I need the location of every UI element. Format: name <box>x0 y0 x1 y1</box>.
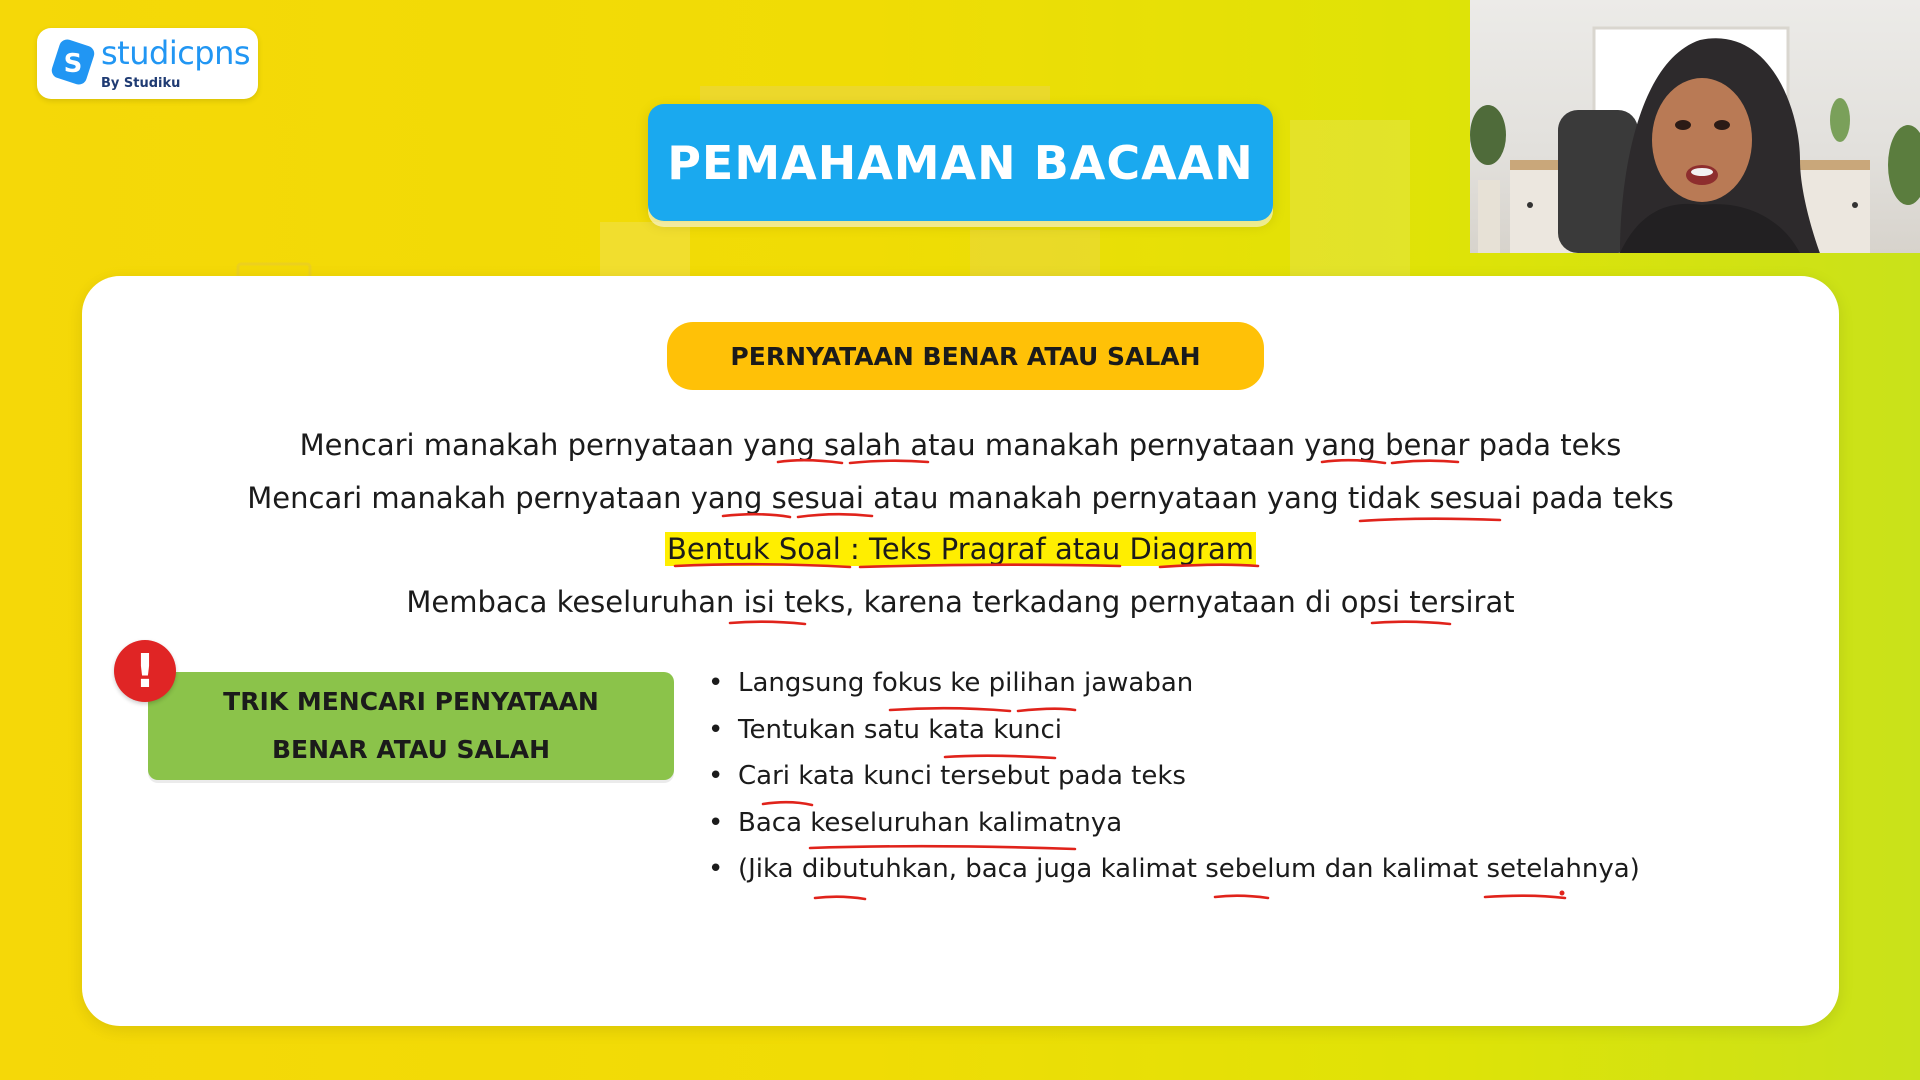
trik-title-box <box>148 672 674 780</box>
instruction-line-4: Membaca keseluruhan isi teks, karena terkadang pernyataan di opsi tersirat <box>406 585 1515 619</box>
exclamation-alert-icon: ! <box>114 640 176 702</box>
studicpns-logo <box>37 28 258 99</box>
title-banner <box>648 104 1273 221</box>
question-format-line <box>82 532 1839 566</box>
trik-title-line1: TRIK MENCARI PENYATAAN <box>223 687 599 716</box>
section-label: PERNYATAAN BENAR ATAU SALAH <box>730 341 1201 371</box>
tips-list <box>708 660 1640 893</box>
logo-name: studicpns <box>101 34 251 72</box>
tip-item: • Baca keseluruhan kalimatnya <box>708 800 1640 847</box>
svg-text:S: S <box>63 49 83 79</box>
question-format-highlight: Bentuk Soal : Teks Pragraf atau Diagram <box>666 532 1255 566</box>
tip-item: • Cari kata kunci tersebut pada teks <box>708 753 1640 800</box>
instruction-line-2: Mencari manakah pernyataan yang sesuai atau manakah pernyataan yang tidak sesuai pada teks <box>247 481 1674 515</box>
page-title: PEMAHAMAN BACAAN <box>667 135 1254 190</box>
webcam-video <box>1470 0 1920 253</box>
section-label-pill <box>667 322 1264 390</box>
instruction-line-1: Mencari manakah pernyataan yang salah atau manakah pernyataan yang benar pada teks <box>299 428 1622 462</box>
tip-item: • Langsung fokus ke pilihan jawaban <box>708 660 1640 707</box>
trik-title-line2: BENAR ATAU SALAH <box>271 735 550 764</box>
content-card <box>82 276 1839 1026</box>
logo-mark-icon <box>47 36 99 88</box>
tip-item: • (Jika dibutuhkan, baca juga kalimat sebelum dan kalimat setelahnya) <box>708 846 1640 893</box>
tip-item: • Tentukan satu kata kunci <box>708 707 1640 754</box>
logo-byline: By Studiku <box>101 76 181 91</box>
